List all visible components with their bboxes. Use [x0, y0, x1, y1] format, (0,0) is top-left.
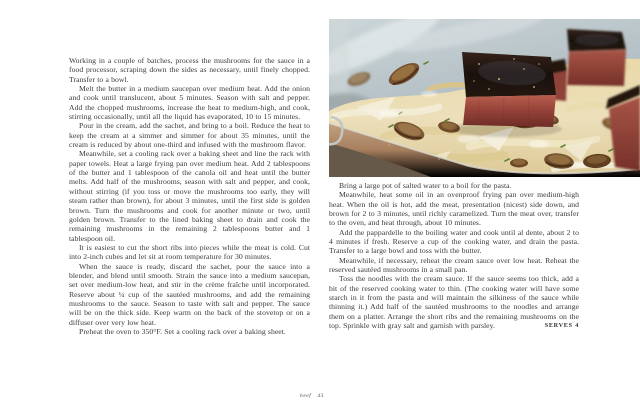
paragraph: Preheat the oven to 350°F. Set a cooling rack over a baking sheet.: [79, 326, 286, 336]
paragraph: Meanwhile, heat some oil in an ovenproof frying pan over medium-high heat. When the oil is hot, add the meat, presentation (nicest) side down, and brown for 2 to 3 minutes, until richly caramelized. Turn the meat over, transfer to the oven, and heat through, about 10 minutes.: [329, 190, 579, 228]
paragraph: Bring a large pot of salted water to a boil for the pasta.: [339, 181, 512, 190]
right-text-column: [329, 181, 579, 331]
page-footer: [0, 393, 624, 399]
food-photo: [329, 19, 640, 177]
paragraph: When the sauce is ready, discard the sachet, pour the sauce into a blender, and blend until smooth. Strain the sauce into a medium saucepan, set over medium-low heat, and stir in the crème fraîche until incorporated. Reserve about ¼ cup of the sautéed mushrooms, and add the remaining mushrooms to the sauce. Season to taste with salt and pepper. The sauce will be on the thick side. Keep warm on the back of the stovetop or on a diffuser over very low heat.: [69, 261, 310, 327]
paragraph: Meanwhile, if necessary, reheat the cream sauce over low heat. Reheat the reserved sautéed mushrooms in a small pan.: [329, 255, 579, 275]
paragraph: Meanwhile, set a cooling rack over a baking sheet and line the rack with paper towels. Heat a large frying pan over medium heat. Add 2 tablespoons of the butter and 1 tablespoon of the canola oil and heat until the butter melts. Add half of the mushrooms, season with salt and pepper, and cook, without stirring (if you toss or move the mushrooms too early, they will steam rather than brown), for about 3 minutes, until the first side is golden brown. Turn the mushrooms and cook for another minute or two, until golden brown. Transfer to the lined baking sheet to drain and cook the remaining mushrooms in the remaining 2 tablespoons butter and 1 tablespoon oil.: [69, 149, 310, 243]
paragraph: Melt the butter in a medium saucepan over medium heat. Add the onion and cook until translucent, about 5 minutes. Season with salt and pepper. Add the chopped mushrooms, increase the heat to medium-high, and cook, stirring occasionally, until all the liquid has evaporated, 10 to 15 minutes.: [69, 84, 310, 122]
paragraph: It is easiest to cut the short ribs into pieces while the meat is cold. Cut into 2-inch cubes and let sit at room temperature for 30 minutes.: [69, 242, 310, 262]
chapter-name: beef: [300, 393, 312, 399]
left-text-column: [69, 56, 310, 336]
paragraph-text: Toss the noodles with the cream sauce. If the sauce seems too thick, add a bit of the reserved cooking water to thin. (The cooking water will have some starch in it from the pasta and will maintain the silkiness of the sauce while thinning it.) Add half of the sautéed mushrooms to the noodles and arrange them on a platter. Arrange the short ribs and the remaining mushrooms on the top. Sprinkle with gray salt and garnish with parsley.: [329, 274, 579, 331]
paragraph: [329, 274, 579, 330]
page-number: 43: [317, 393, 324, 399]
serves-label: SERVES 4: [544, 322, 579, 330]
paragraph: Working in a couple of batches, process the mushrooms for the sauce in a food processor, scraping down the sides as necessary, until finely chopped. Transfer to a bowl.: [69, 56, 310, 84]
paragraph: Pour in the cream, add the sachet, and bring to a boil. Reduce the heat to keep the cream at a simmer and simmer for about 35 minutes, until the cream is reduced by about one-third and infused with the mushroom flavor.: [69, 121, 310, 150]
short-ribs-pappardelle-photo-illustration: [329, 19, 640, 177]
paragraph: Add the pappardelle to the boiling water and cook until al dente, about 2 to 4 minutes if fresh. Reserve a cup of the cooking water, and drain the pasta. Transfer to a large bowl and toss with the butter.: [329, 227, 579, 256]
